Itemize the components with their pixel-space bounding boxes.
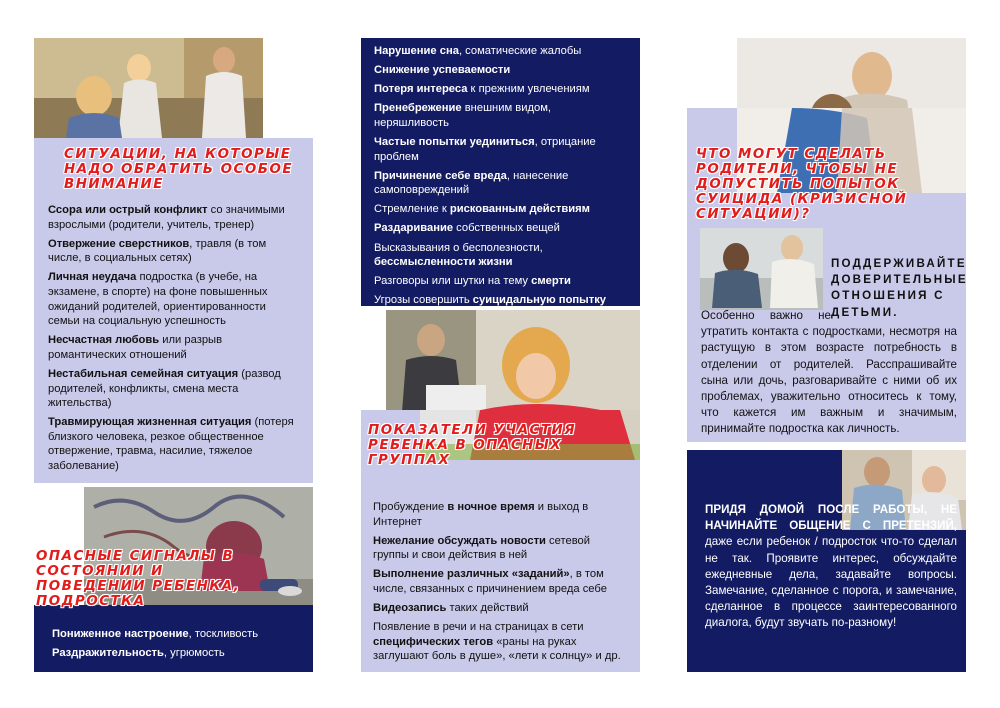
- trust-block-title: ПОДДЕРЖИВАЙТЕ ДОВЕРИТЕЛЬНЫЕ ОТНОШЕНИЯ С ДЕТЬМИ.: [831, 257, 968, 319]
- list-item: Стремление к рискованным действиям: [374, 203, 590, 216]
- home-block: [705, 502, 957, 632]
- list-item: Появление в речи и на страницах в сети специфических тегов «раны на руках заглушают боль в душе», «лети к солнцу» и др.: [373, 621, 621, 663]
- groups-list: [373, 500, 627, 668]
- list-item: Нарушение сна, соматические жалобы: [374, 45, 582, 57]
- list-item: Видеозапись таких действий: [373, 602, 529, 615]
- list-item: Пробуждение в ночное время и выход в Интернет: [373, 501, 589, 528]
- list-item: Личная неудача подростка (в учебе, на экзамене, в спорте) на фоне повышенных ожиданий родителей, ориентированности семьи на социальную успешность: [48, 271, 268, 328]
- situations-list: [48, 203, 299, 478]
- trust-block-text: Особенно важно не утратить контакта с подростками, несмотря на растущую в этом возрасте потребность в отделении от родителей. Расспрашивайте сына или дочь, разговаривайте с ними об их проблемах, уважительно относитесь к тому, что кажется им важным и значимым, принимайте подростка как личность.: [701, 309, 957, 436]
- signals-heading: ОПАСНЫЕ СИГНАЛЫ В СОСТОЯНИИ И ПОВЕДЕНИИ РЕБЕНКА, ПОДРОСТКА: [36, 549, 241, 609]
- list-item: Нестабильная семейная ситуация (развод родителей, конфликты, смена места жительства): [48, 367, 281, 410]
- list-item: Раздражительность, угрюмость: [52, 647, 225, 660]
- list-item: Выполнение различных «заданий», в том числе, связанных с причинением вреда себе: [373, 568, 607, 595]
- list-item: Нежелание обсуждать новости сетевой группы и свои действия в ней: [373, 534, 590, 562]
- list-item: Травмирующая жизненная ситуация (потеря близкого человека, резкое общественное отвержение, травма, насилие, тяжелое заболевание): [48, 416, 294, 472]
- list-item: Причинение себе вреда, нанесение самоповреждений: [374, 169, 569, 197]
- list-item: Снижение успеваемости: [374, 64, 511, 77]
- list-item: Разговоры или шутки на тему смерти: [374, 275, 571, 288]
- parents-heading: ЧТО МОГУТ СДЕЛАТЬ РОДИТЕЛИ, ЧТОБЫ НЕ ДОПУСТИТЬ ПОПЫТОК СУИЦИДА (КРИЗИСНОЙ СИТУАЦИИ)?: [696, 147, 908, 222]
- list-item: Пренебрежение внешним видом, неряшливость: [374, 102, 552, 129]
- trust-block: [701, 256, 968, 438]
- list-item: Угрозы совершить суицидальную попытку: [374, 294, 607, 307]
- list-item: Раздаривание собственных вещей: [374, 222, 560, 235]
- list-item: Несчастная любовь или разрыв романтических отношений: [48, 334, 223, 361]
- home-block-title: ПРИДЯ ДОМОЙ ПОСЛЕ РАБОТЫ, НЕ НАЧИНАЙТЕ ОБЩЕНИЕ С ПРЕТЕНЗИЙ,: [705, 503, 957, 533]
- signals-list: [52, 627, 306, 665]
- list-item: Ссора или острый конфликт со значимыми взрослыми (родители, учитель, тренер): [48, 204, 285, 231]
- family-conflict-photo: [34, 38, 263, 138]
- home-block-text: даже если ребенок / подросток что-то сделал не так. Проявите интерес, обсуждайте ежедневные дела, задавайте вопросы. Замечание, сделанное с порога, и замечание, сделанное в процессе заинтересованного диалога, будут звучать по-разному!: [705, 535, 957, 630]
- list-item: Пониженное настроение, тоскливость: [52, 628, 259, 640]
- groups-heading: ПОКАЗАТЕЛИ УЧАСТИЯ РЕБЕНКА В ОПАСНЫХ ГРУППАХ: [368, 423, 577, 468]
- signals-continued-list: [374, 44, 628, 312]
- situations-heading: СИТУАЦИИ, НА КОТОРЫЕ НАДО ОБРАТИТЬ ОСОБОЕ ВНИМАНИЕ: [64, 147, 293, 192]
- list-item: Частые попытки уединиться, отрицание проблем: [374, 135, 596, 163]
- list-item: Высказывания о бесполезности, бессмысленности жизни: [374, 241, 543, 269]
- list-item: Потеря интереса к прежним увлечениям: [374, 83, 590, 96]
- list-item: Отвержение сверстников, травля (в том числе, в социальных сетях): [48, 237, 267, 265]
